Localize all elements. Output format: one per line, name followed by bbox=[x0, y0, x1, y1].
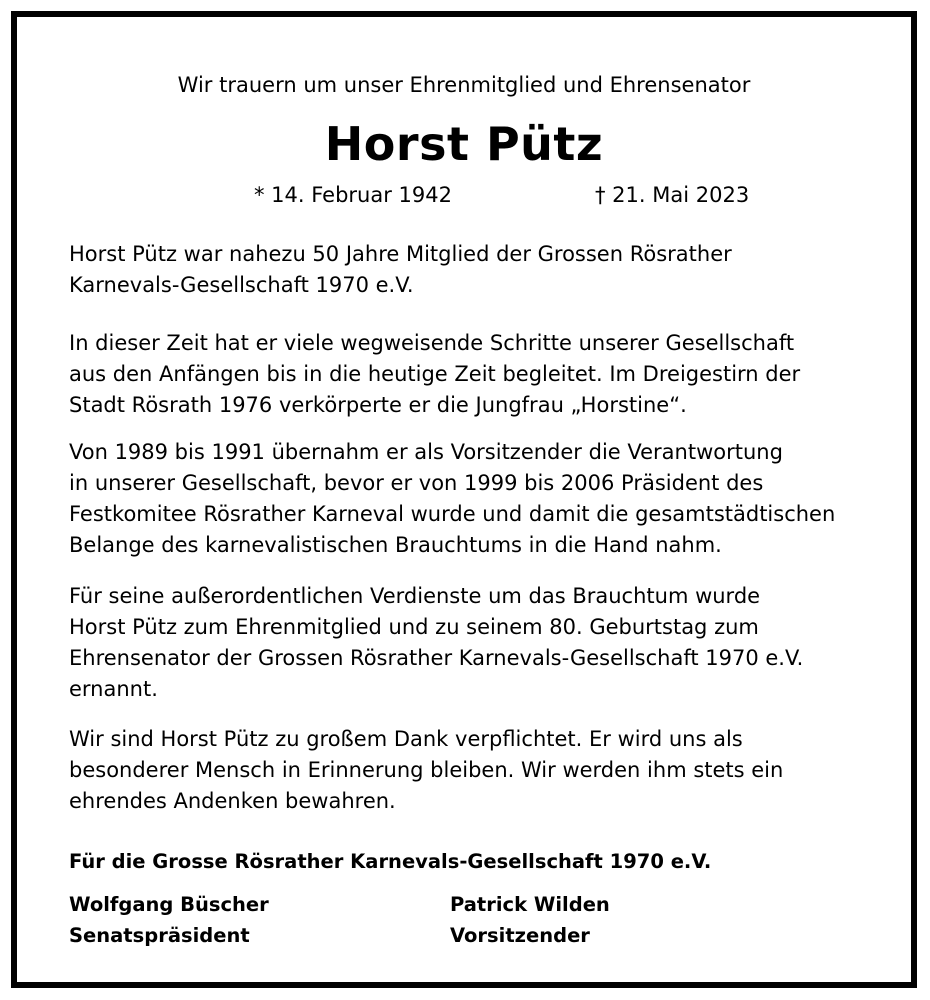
text-line: ehrendes Andenken bewahren. bbox=[69, 789, 396, 813]
text-line: Wir sind Horst Pütz zu großem Dank verpflichtet. Er wird uns als bbox=[69, 727, 743, 751]
signer-left bbox=[69, 889, 269, 951]
text-line: Horst Pütz zum Ehrenmitglied und zu seinem 80. Geburtstag zum bbox=[69, 615, 759, 639]
paragraph-honors bbox=[69, 581, 889, 705]
text-line: Horst Pütz war nahezu 50 Jahre Mitglied der Grossen Rösrather bbox=[69, 242, 732, 266]
deceased-name: Horst Pütz bbox=[324, 117, 604, 171]
text-line: aus den Anfängen bis in die heutige Zeit begleitet. Im Dreigestirn der bbox=[69, 362, 801, 386]
signer-name: Wolfgang Büscher bbox=[69, 893, 269, 916]
paragraph-membership bbox=[69, 239, 889, 301]
signer-name: Patrick Wilden bbox=[450, 893, 610, 916]
paragraph-gratitude bbox=[69, 724, 889, 817]
paragraph-history bbox=[69, 328, 889, 421]
text-line: Von 1989 bis 1991 übernahm er als Vorsitzender die Verantwortung bbox=[69, 440, 783, 464]
text-line: Für seine außerordentlichen Verdienste um das Brauchtum wurde bbox=[69, 584, 761, 608]
text-line: besonderer Mensch in Erinnerung bleiben. Wir werden ihm stets ein bbox=[69, 758, 784, 782]
birth-date: * 14. Februar 1942 bbox=[254, 183, 452, 207]
text-line: Belange des karnevalistischen Brauchtums in die Hand nahm. bbox=[69, 533, 722, 557]
paragraph-leadership bbox=[69, 437, 889, 561]
text-line: Stadt Rösrath 1976 verkörperte er die Jungfrau „Horstine“. bbox=[69, 393, 687, 417]
text-line: Ehrensenator der Grossen Rösrather Karnevals-Gesellschaft 1970 e.V. bbox=[69, 646, 804, 670]
obituary-frame bbox=[11, 11, 917, 988]
intro-line: Wir trauern um unser Ehrenmitglied und Ehrensenator bbox=[177, 73, 751, 97]
text-line: In dieser Zeit hat er viele wegweisende Schritte unserer Gesellschaft bbox=[69, 331, 795, 355]
signer-role: Vorsitzender bbox=[450, 924, 590, 947]
text-line: ernannt. bbox=[69, 677, 158, 701]
signer-right bbox=[450, 889, 610, 951]
signer-role: Senatspräsident bbox=[69, 924, 250, 947]
text-line: in unserer Gesellschaft, bevor er von 1999 bis 2006 Präsident des bbox=[69, 471, 764, 495]
death-date: † 21. Mai 2023 bbox=[595, 183, 750, 207]
text-line: Festkomitee Rösrather Karneval wurde und damit die gesamtstädtischen bbox=[69, 502, 836, 526]
text-line: Karnevals-Gesellschaft 1970 e.V. bbox=[69, 273, 414, 297]
organization-line: Für die Grosse Rösrather Karnevals-Gesellschaft 1970 e.V. bbox=[69, 850, 712, 873]
